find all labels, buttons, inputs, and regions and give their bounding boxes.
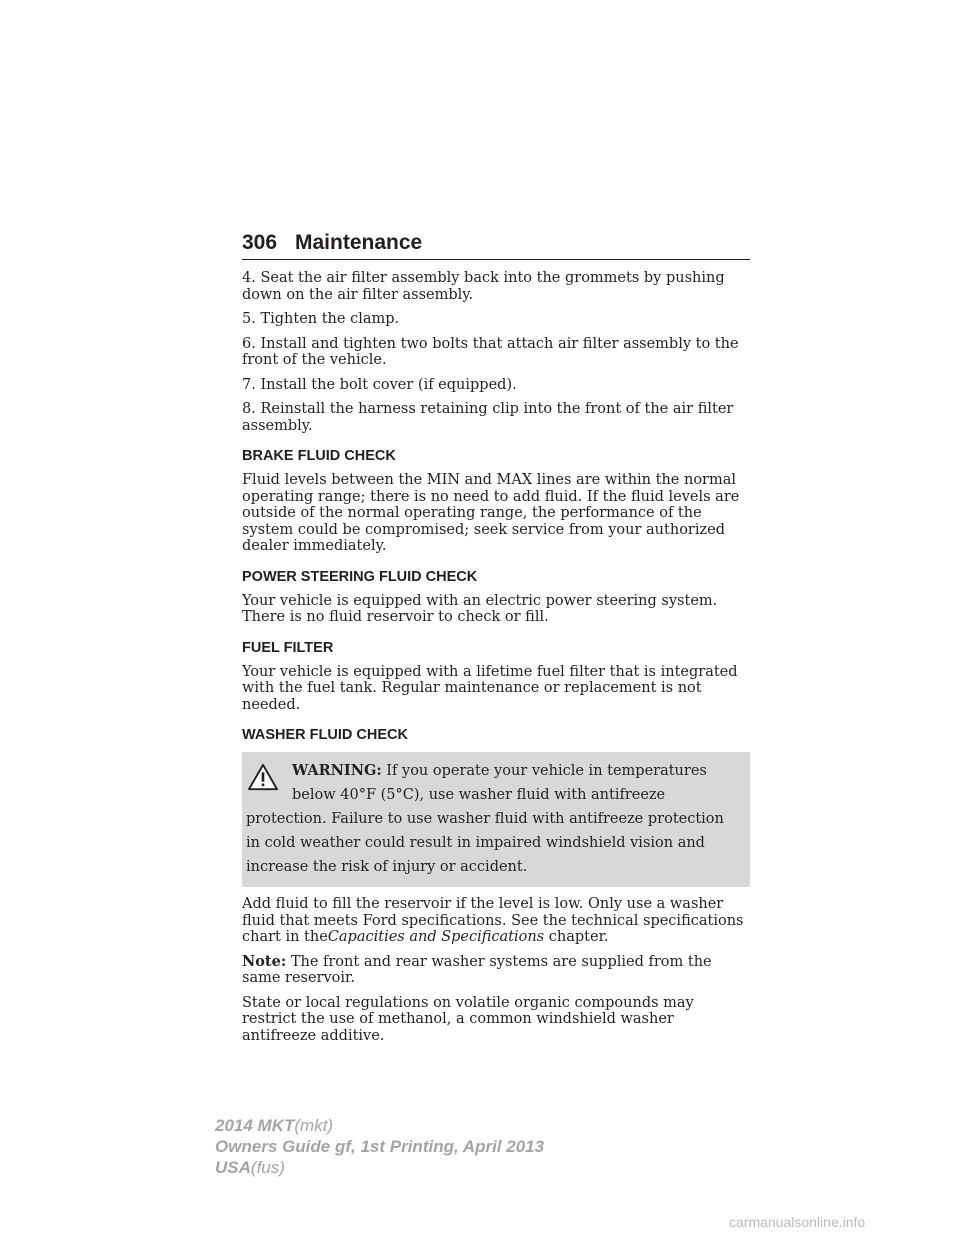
note-text: The front and rear washer systems are supplied from the same reservoir. [242, 953, 712, 986]
footer-model: 2014 MKT [215, 1116, 295, 1135]
step-8: 8. Reinstall the harness retaining clip into the front of the air filter assembly. [242, 401, 734, 434]
page-number: 306 [242, 231, 278, 254]
warning-label: WARNING: [292, 762, 382, 779]
step-4: 4. Seat the air filter assembly back into the grommets by pushing down on the air filter assembly. [242, 270, 725, 303]
footer-guide: Owners Guide gf, 1st Printing, April 2013 [215, 1137, 545, 1156]
brake-fluid-text: Fluid levels between the MIN and MAX lines are within the normal operating range; there is no need to add fluid. If the fluid levels are outside of the normal operating range, the performance of the system could be compromised; seek service from your authorized dealer immediately. [242, 472, 740, 554]
washer-fluid-heading: WASHER FLUID CHECK [242, 727, 408, 743]
washer-paragraph-2: State or local regulations on volatile organic compounds may restrict the use of methanol, a common windshield washer antifreeze additive. [242, 994, 694, 1044]
washer-paragraph-1-end: chapter. [548, 929, 609, 945]
section-title: Maintenance [295, 231, 423, 254]
fuel-filter-text: Your vehicle is equipped with a lifetime fuel filter that is integrated with the fuel tank. Regular maintenance or replacement is not needed. [242, 663, 738, 713]
warning-box [242, 752, 750, 887]
warning-text: If you operate your vehicle in temperatures below 40°F (5°C), use washer fluid with antifreeze protection. Failure to use washer fluid with antifreeze protection in cold weather could result in impaired windshield vision and increase the risk of injury or accident. [246, 763, 724, 875]
washer-paragraph-1-start: Add fluid to fill the reservoir if the level is low. Only use a washer fluid that meets Ford specifications. See the technical specifications chart in the [242, 896, 744, 945]
page-content [242, 270, 750, 1052]
power-steering-heading: POWER STEERING FLUID CHECK [242, 568, 478, 585]
washer-note [242, 954, 750, 987]
page-header [242, 229, 750, 260]
document-footer [215, 1115, 544, 1178]
washer-paragraph-1 [242, 896, 750, 946]
footer-model-line [215, 1115, 544, 1136]
footer-market: USA [215, 1158, 251, 1177]
watermark: carmanualsonline.info [729, 1214, 866, 1230]
step-5: 5. Tighten the clamp. [242, 311, 400, 327]
step-6: 6. Install and tighten two bolts that attach air filter assembly to the front of the vehicle. [242, 335, 739, 368]
step-7: 7. Install the bolt cover (if equipped). [242, 376, 517, 393]
footer-market-code: (fus) [250, 1158, 285, 1177]
power-steering-text: Your vehicle is equipped with an electric power steering system. There is no fluid reservoir to check or fill. [242, 592, 718, 625]
capacities-reference: Capacities and Specifications [327, 929, 545, 945]
footer-market-line [215, 1157, 544, 1178]
fuel-filter-heading: FUEL FILTER [242, 639, 334, 656]
warning-triangle-icon [246, 763, 280, 791]
brake-fluid-heading: BRAKE FLUID CHECK [242, 448, 396, 464]
note-label: Note: [242, 952, 287, 970]
footer-model-code: (mkt) [294, 1116, 334, 1135]
